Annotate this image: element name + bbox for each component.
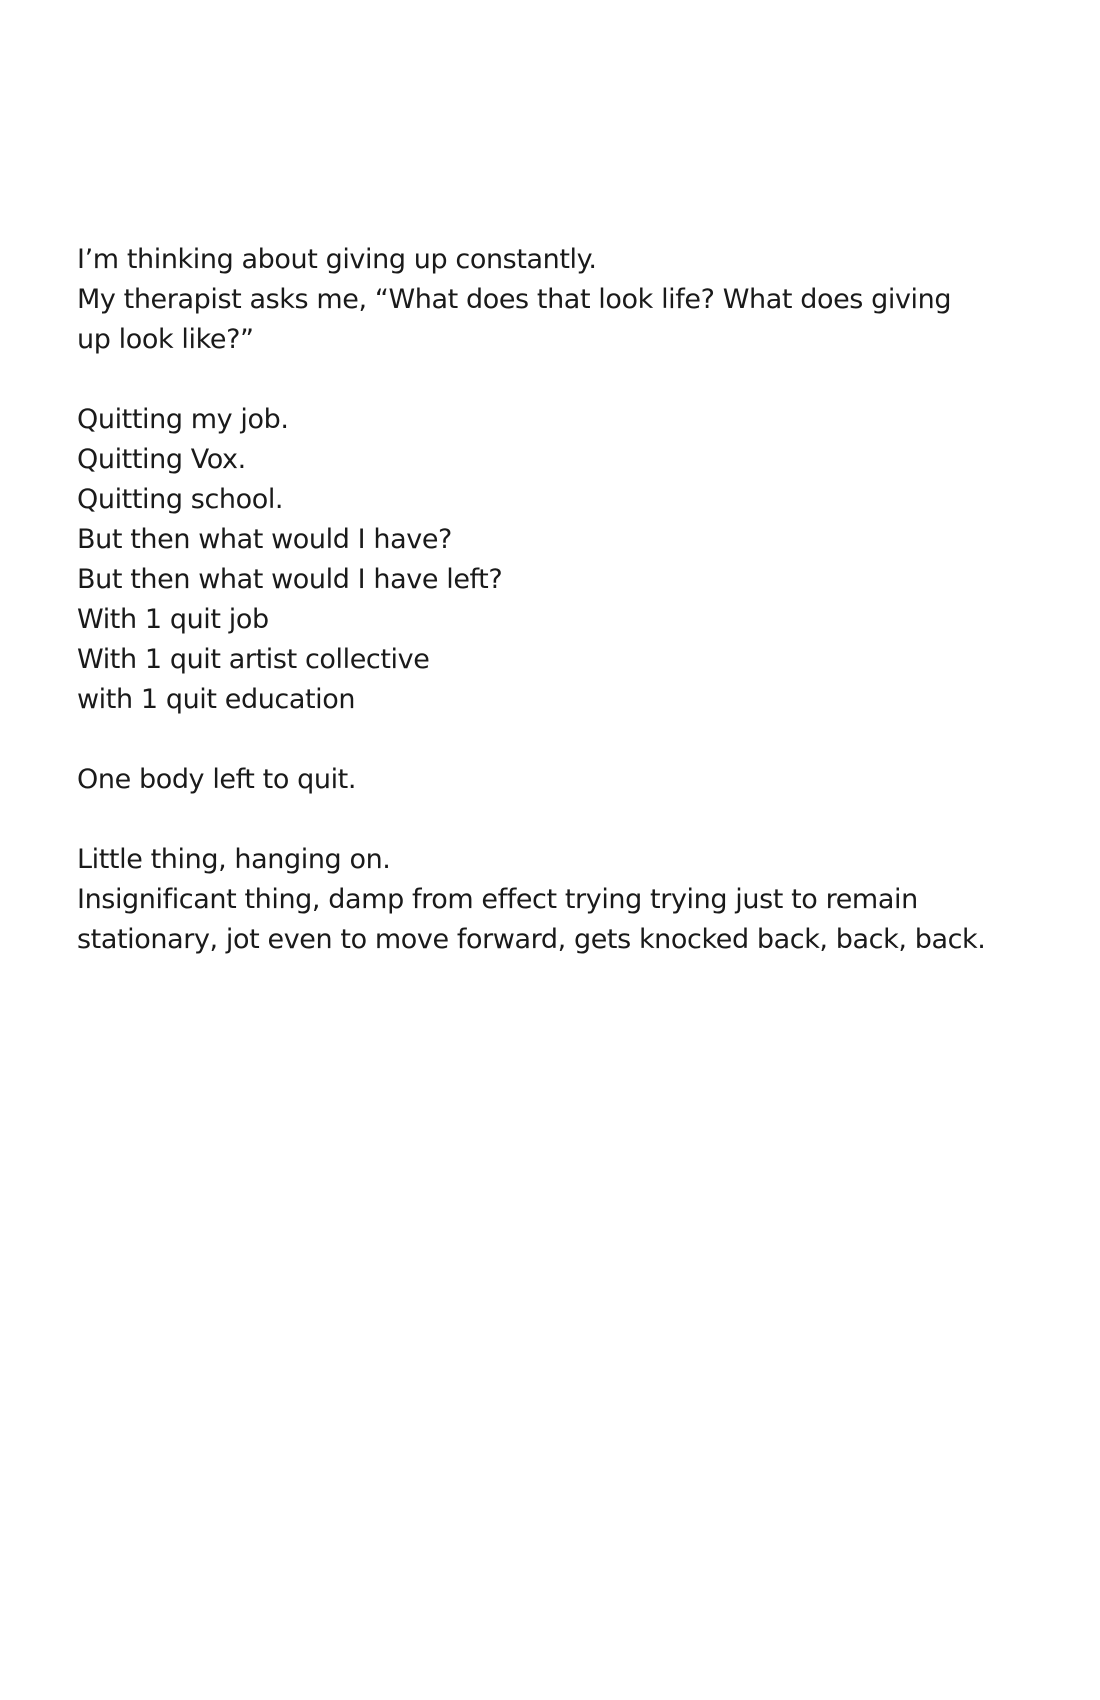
poem-line: With 1 quit job — [77, 604, 269, 635]
poem-line: With 1 quit artist collective — [77, 644, 430, 675]
stanza-4 — [77, 840, 1037, 960]
poem-line: But then what would I have? — [77, 524, 452, 555]
poem-line: with 1 quit education — [77, 684, 356, 715]
poem-line: One body left to quit. — [77, 764, 357, 795]
poem-line: Little thing, hanging on. — [77, 844, 391, 875]
poem-line: My therapist asks me, “What does that look life? What does giving up look like?” — [77, 284, 952, 355]
poem-line: But then what would I have left? — [77, 564, 503, 595]
stanza-2 — [77, 400, 1037, 720]
stanza-1 — [77, 240, 1037, 360]
stanza-3 — [77, 760, 1037, 800]
poem-line: Insignificant thing, damp from effect trying trying just to remain stationary, jot even to move forward, gets knocked back, back, back. — [77, 884, 986, 955]
poem-text — [77, 240, 1037, 1000]
poem-line: Quitting my job. — [77, 404, 289, 435]
poem-line: I’m thinking about giving up constantly. — [77, 244, 597, 275]
poem-line: Quitting school. — [77, 484, 284, 515]
poem-line: Quitting Vox. — [77, 444, 246, 475]
